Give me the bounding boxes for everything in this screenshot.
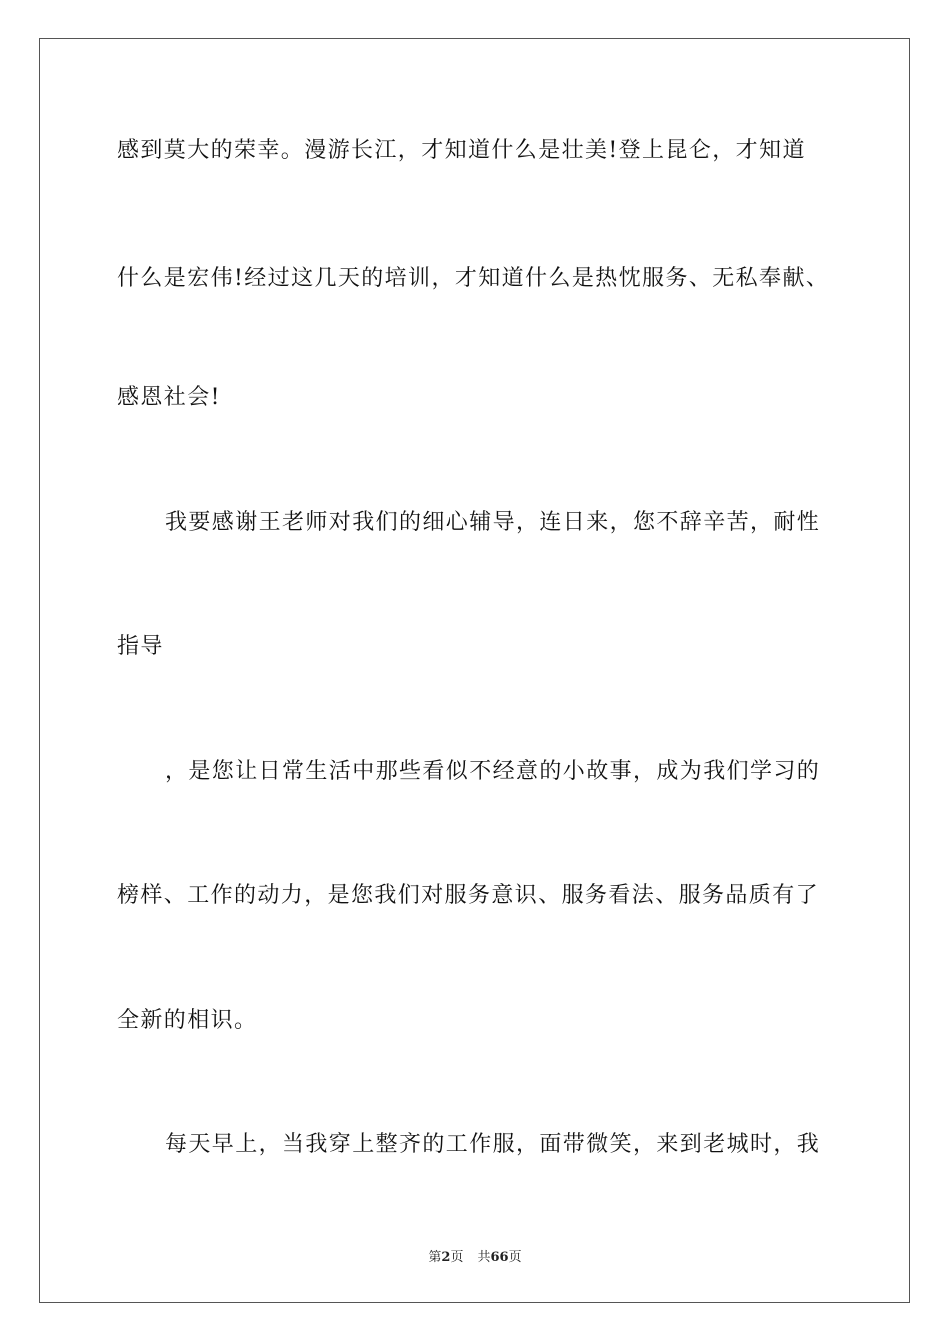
text-line-3: 感恩社会! <box>117 385 221 410</box>
page-footer <box>0 1249 950 1267</box>
text-line-9: 每天早上，当我穿上整齐的工作服，面带微笑，来到老城时，我 <box>165 1132 821 1157</box>
footer-page-suffix: 页 <box>450 1250 464 1265</box>
footer-total-suffix: 页 <box>508 1250 522 1265</box>
text-line-6: ，是您让日常生活中那些看似不经意的小故事，成为我们学习的 <box>165 759 821 784</box>
text-line-1: 感到莫大的荣幸。漫游长江，才知道什么是壮美!登上昆仑，才知道 <box>117 138 806 163</box>
text-line-5: 指导 <box>117 634 164 659</box>
footer-total-pages: 66 <box>490 1250 509 1265</box>
footer-page-prefix: 第 <box>428 1250 442 1265</box>
text-line-8: 全新的相识。 <box>117 1008 258 1033</box>
footer-total-prefix: 共 <box>477 1250 491 1265</box>
footer-page-number: 2 <box>441 1250 451 1265</box>
text-line-7: 榜样、工作的动力，是您我们对服务意识、服务看法、服务品质有了 <box>117 883 820 908</box>
text-line-2: 什么是宏伟!经过这几天的培训，才知道什么是热忱服务、无私奉献、 <box>117 266 830 291</box>
text-line-4: 我要感谢王老师对我们的细心辅导，连日来，您不辞辛苦，耐性 <box>165 510 821 535</box>
page-border <box>39 38 910 1303</box>
